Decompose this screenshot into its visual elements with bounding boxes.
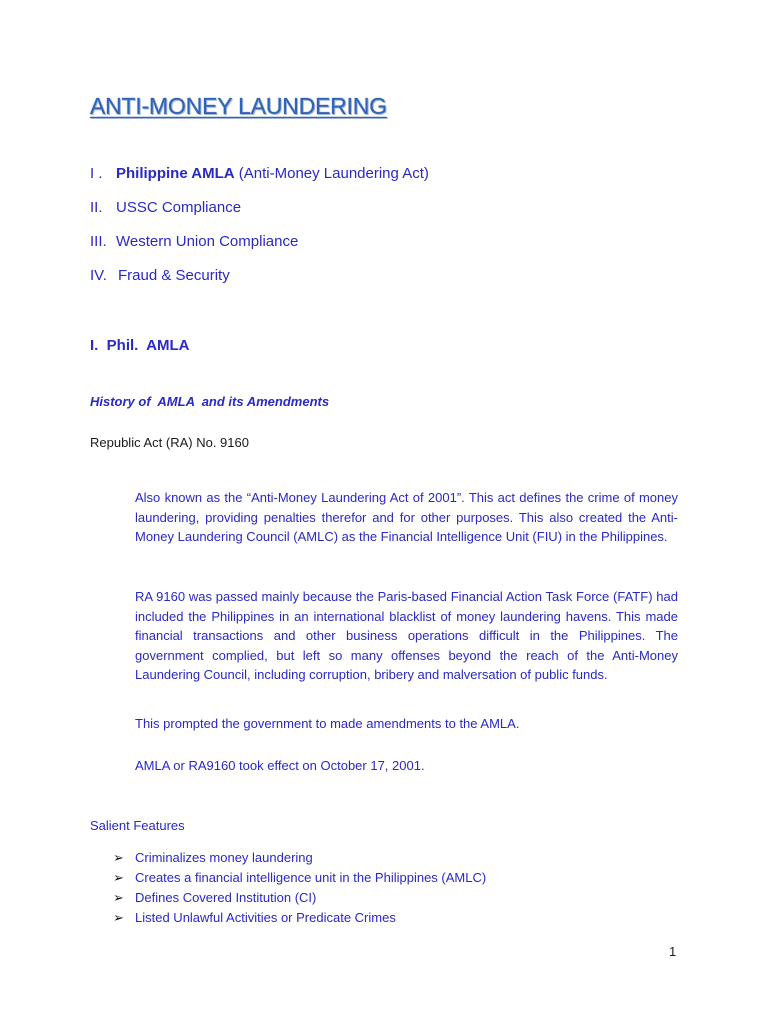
toc-item-2 xyxy=(90,199,241,216)
toc-label: Western Union Compliance xyxy=(116,233,299,250)
paragraph-aka: Also known as the “Anti-Money Laundering Act of 2001”. This act defines the crime of money laundering, providing penalties therefor and for other purposes. This also created the Anti-Money Laundering Council (AMLC) as the Financial Intelligence Unit (FIU) in the Philippines. xyxy=(135,490,678,544)
toc-item-3 xyxy=(90,233,298,250)
republic-act-label: Republic Act (RA) No. 9160 xyxy=(90,435,249,450)
arrow-bullet-icon: ➢ xyxy=(113,870,124,885)
toc-item-1 xyxy=(90,165,429,182)
paragraph-effectivity: AMLA or RA9160 took effect on October 17, 2001. xyxy=(135,758,425,773)
toc-number: II. xyxy=(90,199,103,216)
feature-label: Creates a financial intelligence unit in the Philippines (AMLC) xyxy=(135,870,487,885)
toc-number: I . xyxy=(90,165,103,182)
toc-label: USSC Compliance xyxy=(116,199,242,216)
feature-label: Listed Unlawful Activities or Predicate Crimes xyxy=(135,910,396,925)
list-item xyxy=(113,848,486,868)
arrow-bullet-icon: ➢ xyxy=(113,850,124,865)
list-item xyxy=(113,888,486,908)
feature-label: Defines Covered Institution (CI) xyxy=(135,890,317,905)
arrow-bullet-icon: ➢ xyxy=(113,890,124,905)
arrow-bullet-icon: ➢ xyxy=(113,910,124,925)
list-item xyxy=(113,868,486,888)
page-number: 1 xyxy=(669,944,677,959)
paragraph-fatf: RA 9160 was passed mainly because the Paris-based Financial Action Task Force (FATF) had included the Philippines in an international blacklist of money laundering havens. This made financial transactions and other business operations difficult in the Philippines. The government complied, but left so many offenses beyond the reach of the Anti-Money Laundering Council, including corruption, bribery and malversation of public funds. xyxy=(135,589,678,682)
toc-bold-label: Philippine AMLA xyxy=(116,165,235,182)
toc-item-4 xyxy=(90,267,230,284)
toc-label: (Anti-Money Laundering Act) xyxy=(234,165,429,182)
paragraph-amendments: This prompted the government to made amendments to the AMLA. xyxy=(135,716,520,731)
history-subheading: History of AMLA and its Amendments xyxy=(90,394,330,409)
feature-label: Criminalizes money laundering xyxy=(135,850,313,865)
document-title: ANTI-MONEY LAUNDERING xyxy=(90,93,387,119)
section-heading: I. Phil. AMLA xyxy=(90,337,190,354)
toc-number: III. xyxy=(90,233,107,250)
salient-features-heading: Salient Features xyxy=(90,818,185,833)
salient-features-list xyxy=(113,848,486,928)
toc-number: IV. xyxy=(90,267,107,284)
list-item xyxy=(113,908,486,928)
toc-label: Fraud & Security xyxy=(118,267,230,284)
